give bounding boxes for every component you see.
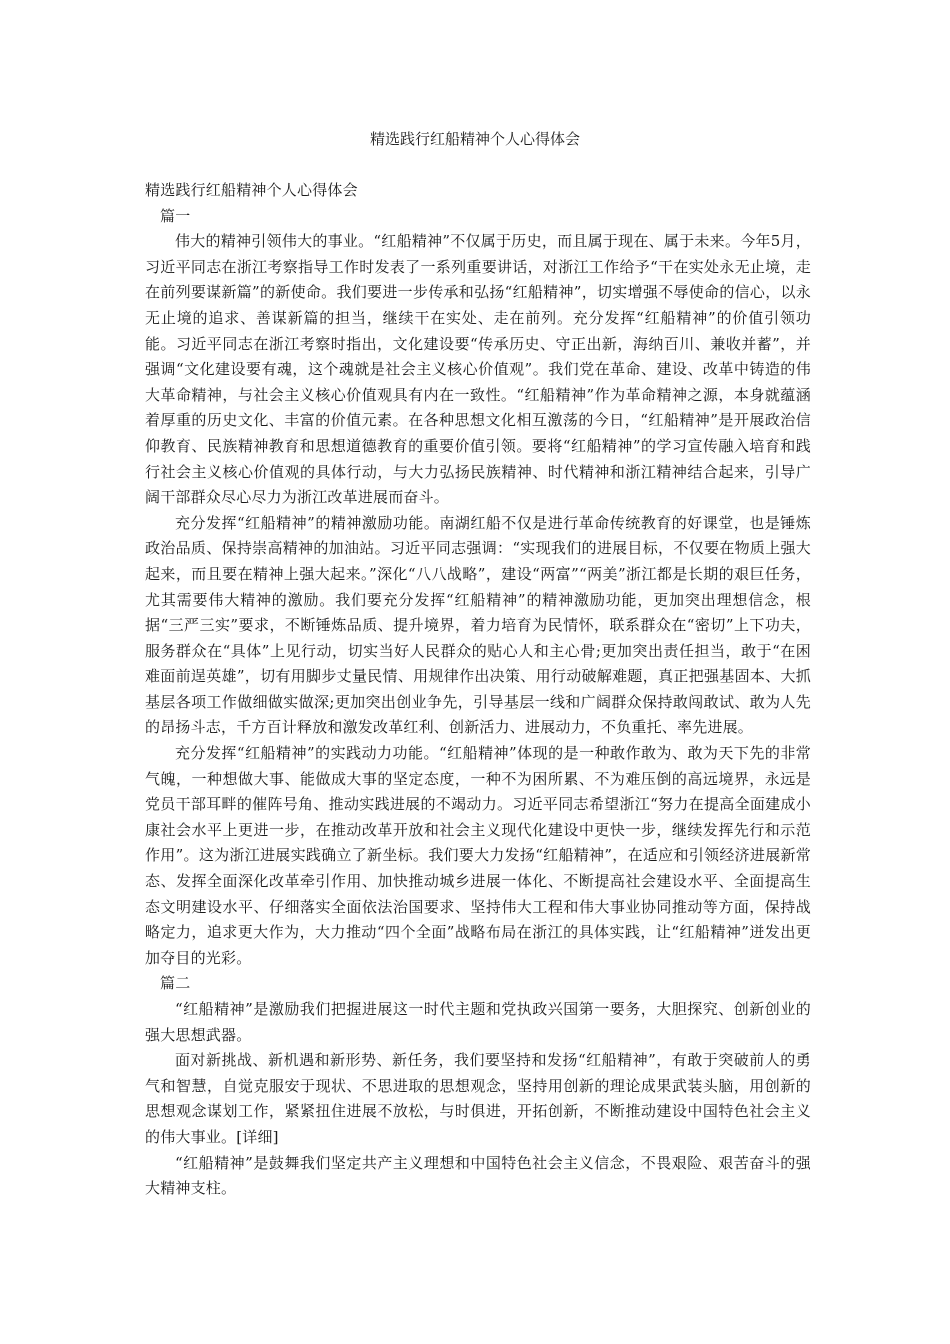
paragraph-2: 充分发挥“红船精神”的精神激励功能。南湖红船不仅是进行革命传统教育的好课堂，也是锤炼政治品质、保持崇高精神的加油站。习近平同志强调：“实现我们的进展目标，不仅要在物质上强大起来，而且要在精神上强大起来。”深化“八八战略”，建设“两富”“两美”浙江都是长期的艰巨任务，尤其需要伟大精神的激励。我们要充分发挥“红船精神”的精神激励功能，更加突出理想信念，根据“三严三实”要求，不断锤炼品质、提升境界，着力培育为民情怀，联系群众在“密切”上下功夫，服务群众在“具体”上见行动，切实当好人民群众的贴心人和主心骨;更加突出责任担当，敢于“在困难面前逞英雄”，切有用脚步丈量民情、用规律作出决策、用行动破解难题，真正把强基固本、大抓基层各项工作做细做实做深;更加突出创业争先，引导基层一线和广阔群众保持敢闯敢试、敢为人先的昂扬斗志，千方百计释放和激发改革红利、创新活力、进展动力，不负重托、率先进展。 — [145, 513, 811, 737]
section-label-1: 篇一 — [160, 206, 191, 225]
section-label-2: 篇二 — [160, 974, 191, 993]
paragraph-1: 伟大的精神引领伟大的事业。“红船精神”不仅属于历史，而且属于现在、属于未来。今年5月，习近平同志在浙江考察指导工作时发表了一系列重要讲话，对浙江工作给予“干在实处永无止境，走在前列要谋新篇”的新使命。我们要进一步传承和弘扬“红船精神”，切实增强不辱使命的信心，以永无止境的追求、善谋新篇的担当，继续干在实处、走在前列。充分发挥“红船精神”的价值引领功能。习近平同志在浙江考察时指出，文化建设要“传承历史、守正出新，海纳百川、兼收并蓄”，并强调“文化建设要有魂，这个魂就是社会主义核心价值观”。我们党在革命、建设、改革中铸造的伟大革命精神，与社会主义核心价值观具有内在一致性。“红船精神”作为革命精神之源，本身就蕴涵着厚重的历史文化、丰富的价值元素。在各种思想文化相互激荡的今日，“红船精神”是开展政治信仰教育、民族精神教育和思想道德教育的重要价值引领。要将“红船精神”的学习宣传融入培育和践行社会主义核心价值观的具体行动，与大力弘扬民族精神、时代精神和浙江精神结合起来，引导广阔干部群众尽心尽力为浙江改革进展而奋斗。 — [145, 232, 811, 507]
paragraph-5: 面对新挑战、新机遇和新形势、新任务，我们要坚持和发扬“红船精神”，有敢于突破前人的勇气和智慧，自觉克服安于现状、不思进取的思想观念，坚持用创新的理论成果武装头脑，用创新的思想观念谋划工作，紧紧扭住进展不放松，与时俱进，开拓创新，不断推动建设中国特色社会主义的伟大事业。[详细] — [145, 1051, 811, 1146]
document-title: 精选践行红船精神个人心得体会 — [369, 130, 580, 148]
document-subtitle: 精选践行红船精神个人心得体会 — [145, 181, 358, 199]
paragraph-3: 充分发挥“红船精神”的实践动力功能。“红船精神”体现的是一种敢作敢为、敢为天下先的非常气魄，一种想做大事、能做成大事的坚定态度，一种不为困所累、不为难压倒的高远境界，永远是党员干部耳畔的催阵号角、推动实践进展的不竭动力。习近平同志希望浙江“努力在提高全面建成小康社会水平上更进一步，在推动改革开放和社会主义现代化建设中更快一步，继续发挥先行和示范作用”。这为浙江进展实践确立了新坐标。我们要大力发扬“红船精神”，在适应和引领经济进展新常态、发挥全面深化改革牵引作用、加快推动城乡进展一体化、不断提高社会建设水平、全面提高生态文明建设水平、仔细落实全面依法治国要求、坚持伟大工程和伟大事业协同推动等方面，保持战略定力，追求更大作为，大力推动“四个全面”战略布局在浙江的具体实践，让“红船精神”迸发出更加夺目的光彩。 — [145, 744, 811, 967]
document-body — [145, 178, 811, 1202]
paragraph-4: “红船精神”是激励我们把握进展这一时代主题和党执政兴国第一要务，大胆探究、创新创业的强大思想武器。 — [145, 1000, 811, 1044]
paragraph-6: “红船精神”是鼓舞我们坚定共产主义理想和中国特色社会主义信念，不畏艰险、艰苦奋斗的强大精神支柱。 — [145, 1153, 811, 1198]
